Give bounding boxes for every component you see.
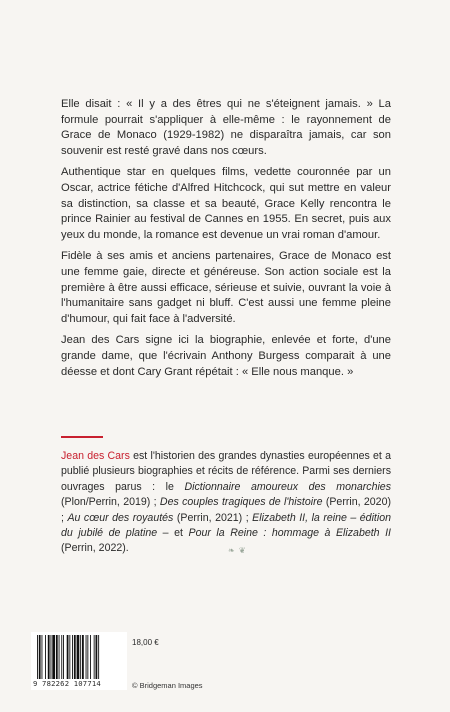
bio-text-5: – et: [157, 527, 189, 540]
blurb-paragraph-1: Elle disait : « Il y a des êtres qui ne s'éteignent jamais. » La formule pourrait s'appliquer à elle-même : le rayonnement de Grace de Monaco (1929-1982) ne disparaîtra jamais, car son souvenir est resté gravé dans nos cœurs.: [61, 98, 391, 157]
isbn-digits: 9 782262 107714: [33, 679, 101, 688]
blurb-paragraph-4: Jean des Cars signe ici la biographie, enlevée et forte, d'une grande dame, que l'écrivain Anthony Burgess comparait à une déesse et dont Cary Grant répétait : « Elle nous manque. »: [61, 334, 391, 378]
bio-text-2: (Plon/Perrin, 2019) ;: [61, 496, 160, 509]
work-title-1: Dictionnaire amoureux des monarchies: [184, 480, 391, 493]
blurb-paragraph-3: Fidèle à ses amis et anciens partenaires, Grace de Monaco est une femme gaie, directe et généreuse. Son action sociale est la première à être aussi efficace, sérieuse et suivie, ouvrant la voie à l'humanitaire sans gadget ni bluff. C'est aussi une femme pleine d'humour, qui fait face à l'adversité.: [61, 250, 391, 325]
price-label: 18,00 €: [132, 638, 159, 647]
floral-ornament-icon: ❧ ❦: [228, 546, 247, 555]
bio-text-6: (Perrin, 2022).: [61, 542, 129, 555]
author-bio: [61, 449, 391, 557]
bio-text-1: est l'historien des grandes dynasties européennes et a publié plusieurs biographies et récits de référence. Parmi ses derniers ouvrages parus : le: [61, 450, 391, 493]
bio-text-4: (Perrin, 2021) ;: [173, 511, 253, 524]
bio-text-3: (Perrin, 2020) ;: [61, 496, 391, 524]
work-title-3: Au cœur des royautés: [67, 511, 174, 524]
barcode: [31, 632, 127, 690]
red-divider: [61, 436, 103, 438]
blurb-paragraph-2: Authentique star en quelques films, vedette couronnée par un Oscar, actrice fétiche d'Alfred Hitchcock, qui sut mettre en valeur sa distinction, sa classe et sa beauté, Grace Kelly rencontra le prince Rainier au festival de Cannes en 1955. En secret, puis aux yeux du monde, la romance est devenue un vrai roman d'amour.: [61, 166, 391, 241]
work-title-5: Pour la Reine : hommage à Elizabeth II: [188, 527, 391, 540]
barcode-bars-icon: [37, 635, 125, 679]
work-title-4: Elizabeth II, la reine – édition du jubilé de platine: [61, 511, 392, 540]
back-cover-blurb: [61, 97, 391, 386]
work-title-2: Des couples tragiques de l'histoire: [159, 496, 323, 509]
author-name: Jean des Cars: [61, 450, 130, 462]
photo-credit: © Bridgeman Images: [132, 681, 203, 690]
